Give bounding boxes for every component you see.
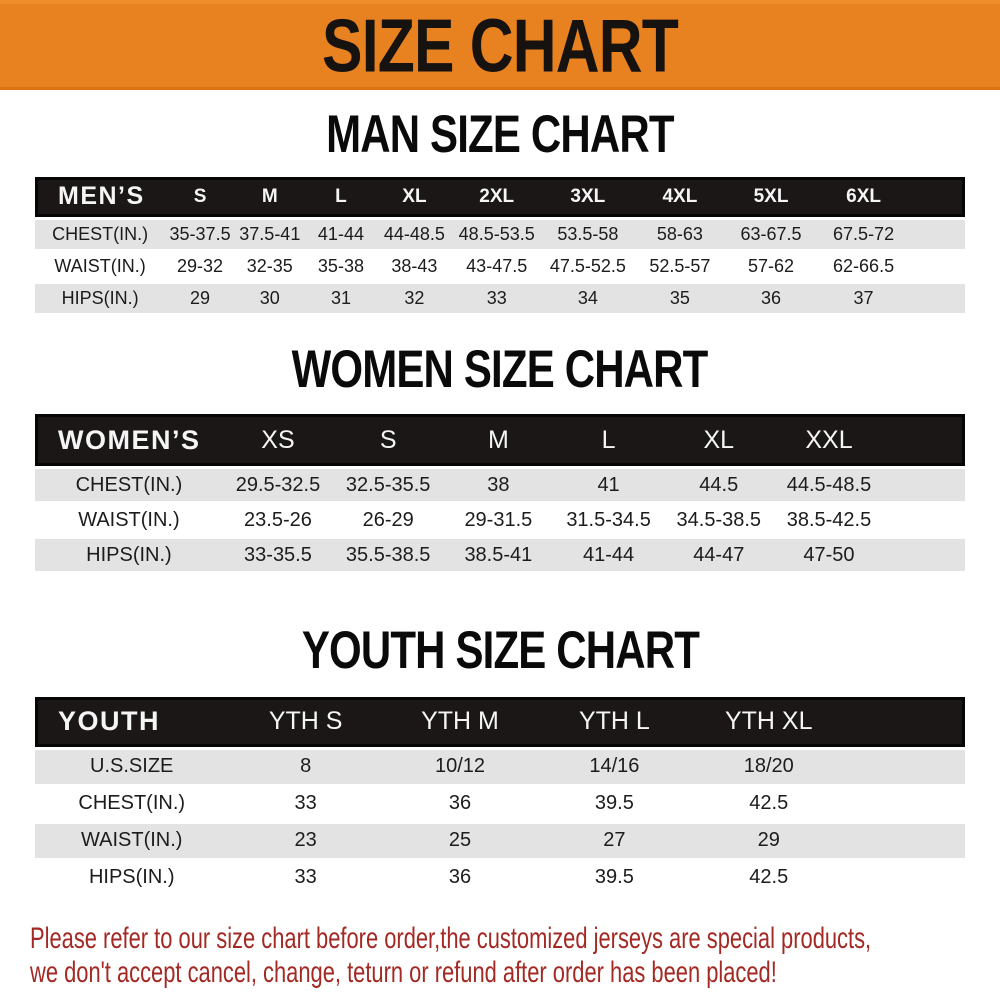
size-cell: 38 — [443, 469, 553, 501]
size-cell: 37.5-41 — [235, 220, 305, 249]
filler-cell — [846, 824, 965, 858]
size-cell: 53.5-58 — [542, 220, 634, 249]
women-size-table — [35, 411, 965, 574]
column-header: S — [165, 177, 235, 217]
column-header: XS — [223, 414, 333, 466]
size-cell: 38.5-42.5 — [774, 504, 884, 536]
men-table-corner-label: MEN’S — [35, 177, 165, 217]
row-label: U.S.SIZE — [35, 750, 228, 784]
filler-cell — [884, 504, 965, 536]
size-cell: 44-48.5 — [377, 220, 451, 249]
size-cell: 39.5 — [537, 787, 691, 821]
size-cell: 34.5-38.5 — [664, 504, 774, 536]
size-cell: 32-35 — [235, 252, 305, 281]
size-cell: 8 — [228, 750, 382, 784]
size-cell: 47-50 — [774, 539, 884, 571]
size-cell: 33 — [228, 787, 382, 821]
youth-section-title — [0, 620, 1000, 680]
size-cell: 38-43 — [377, 252, 451, 281]
youth-size-chart-section — [0, 620, 1000, 898]
table-row — [35, 787, 965, 821]
table-row — [35, 504, 965, 536]
banner-title: SIZE CHART — [322, 2, 678, 88]
size-cell: 62-66.5 — [816, 252, 911, 281]
size-cell: 32.5-35.5 — [333, 469, 443, 501]
youth-header-row — [35, 697, 965, 747]
size-cell: 67.5-72 — [816, 220, 911, 249]
size-cell: 18/20 — [692, 750, 846, 784]
size-cell: 43-47.5 — [452, 252, 542, 281]
size-cell: 44.5 — [664, 469, 774, 501]
filler-cell — [846, 861, 965, 895]
row-label: HIPS(IN.) — [35, 861, 228, 895]
row-label: CHEST(IN.) — [35, 469, 223, 501]
table-row — [35, 469, 965, 501]
size-cell: 57-62 — [726, 252, 816, 281]
column-header: 6XL — [816, 177, 911, 217]
column-header: YTH XL — [692, 697, 846, 747]
youth-size-table — [35, 694, 965, 898]
column-header: 5XL — [726, 177, 816, 217]
size-cell: 41-44 — [553, 539, 663, 571]
youth-table-corner-label: YOUTH — [35, 697, 228, 747]
size-cell: 36 — [383, 787, 537, 821]
size-cell: 41 — [553, 469, 663, 501]
women-header-row — [35, 414, 965, 466]
men-header-row — [35, 177, 965, 217]
disclaimer-note — [30, 922, 1000, 992]
row-label: HIPS(IN.) — [35, 284, 165, 313]
size-cell: 37 — [816, 284, 911, 313]
women-section-title-text: WOMEN SIZE CHART — [292, 338, 708, 399]
size-cell: 29.5-32.5 — [223, 469, 333, 501]
size-cell: 38.5-41 — [443, 539, 553, 571]
youth-section-title-text: YOUTH SIZE CHART — [301, 620, 699, 680]
filler-cell — [846, 750, 965, 784]
size-cell: 36 — [726, 284, 816, 313]
man-section-title — [0, 104, 1000, 164]
column-header: YTH L — [537, 697, 691, 747]
column-header: XXL — [774, 414, 884, 466]
column-header: M — [235, 177, 305, 217]
size-cell: 44.5-48.5 — [774, 469, 884, 501]
column-header: XL — [377, 177, 451, 217]
size-chart-banner — [0, 0, 1000, 90]
row-label: WAIST(IN.) — [35, 252, 165, 281]
man-size-chart-section — [0, 104, 1000, 316]
column-header: 4XL — [634, 177, 726, 217]
size-cell: 34 — [542, 284, 634, 313]
size-cell: 23.5-26 — [223, 504, 333, 536]
size-cell: 44-47 — [664, 539, 774, 571]
filler-cell — [884, 469, 965, 501]
size-cell: 26-29 — [333, 504, 443, 536]
size-cell: 29 — [692, 824, 846, 858]
table-row — [35, 750, 965, 784]
table-row — [35, 284, 965, 313]
size-cell: 31.5-34.5 — [553, 504, 663, 536]
size-cell: 10/12 — [383, 750, 537, 784]
size-cell: 35-37.5 — [165, 220, 235, 249]
row-label: HIPS(IN.) — [35, 539, 223, 571]
size-cell: 35.5-38.5 — [333, 539, 443, 571]
man-section-title-text: MAN SIZE CHART — [326, 104, 674, 164]
filler-cell — [846, 787, 965, 821]
column-header: L — [553, 414, 663, 466]
size-cell: 32 — [377, 284, 451, 313]
size-cell: 47.5-52.5 — [542, 252, 634, 281]
size-cell: 39.5 — [537, 861, 691, 895]
disclaimer-line-1: Please refer to our size chart before order,the customized jerseys are special products, — [30, 921, 872, 955]
size-cell: 42.5 — [692, 787, 846, 821]
size-cell: 41-44 — [305, 220, 378, 249]
row-label: WAIST(IN.) — [35, 504, 223, 536]
disclaimer-line-2: we don't accept cancel, change, teturn or refund after order has been placed! — [30, 956, 777, 990]
size-cell: 36 — [383, 861, 537, 895]
size-cell: 23 — [228, 824, 382, 858]
size-cell: 33 — [452, 284, 542, 313]
size-cell: 48.5-53.5 — [452, 220, 542, 249]
row-label: CHEST(IN.) — [35, 787, 228, 821]
size-cell: 27 — [537, 824, 691, 858]
size-cell: 35-38 — [305, 252, 378, 281]
table-row — [35, 220, 965, 249]
size-cell: 35 — [634, 284, 726, 313]
size-cell: 25 — [383, 824, 537, 858]
filler-cell — [846, 697, 965, 747]
size-cell: 58-63 — [634, 220, 726, 249]
size-cell: 33-35.5 — [223, 539, 333, 571]
filler-cell — [911, 284, 965, 313]
filler-cell — [884, 414, 965, 466]
column-header: YTH M — [383, 697, 537, 747]
size-cell: 63-67.5 — [726, 220, 816, 249]
size-cell: 52.5-57 — [634, 252, 726, 281]
column-header: S — [333, 414, 443, 466]
column-header: L — [305, 177, 378, 217]
table-row — [35, 252, 965, 281]
size-cell: 29-32 — [165, 252, 235, 281]
men-size-table — [35, 174, 965, 316]
column-header: YTH S — [228, 697, 382, 747]
row-label: WAIST(IN.) — [35, 824, 228, 858]
size-cell: 29-31.5 — [443, 504, 553, 536]
filler-cell — [911, 177, 965, 217]
filler-cell — [884, 539, 965, 571]
table-row — [35, 539, 965, 571]
row-label: CHEST(IN.) — [35, 220, 165, 249]
filler-cell — [911, 220, 965, 249]
size-cell: 31 — [305, 284, 378, 313]
size-cell: 14/16 — [537, 750, 691, 784]
table-row — [35, 824, 965, 858]
size-cell: 30 — [235, 284, 305, 313]
column-header: 3XL — [542, 177, 634, 217]
column-header: M — [443, 414, 553, 466]
size-cell: 29 — [165, 284, 235, 313]
size-cell: 42.5 — [692, 861, 846, 895]
table-row — [35, 861, 965, 895]
women-table-corner-label: WOMEN’S — [35, 414, 223, 466]
women-section-title — [0, 338, 1000, 399]
women-size-chart-section — [0, 338, 1000, 575]
column-header: XL — [664, 414, 774, 466]
column-header: 2XL — [452, 177, 542, 217]
size-cell: 33 — [228, 861, 382, 895]
filler-cell — [911, 252, 965, 281]
